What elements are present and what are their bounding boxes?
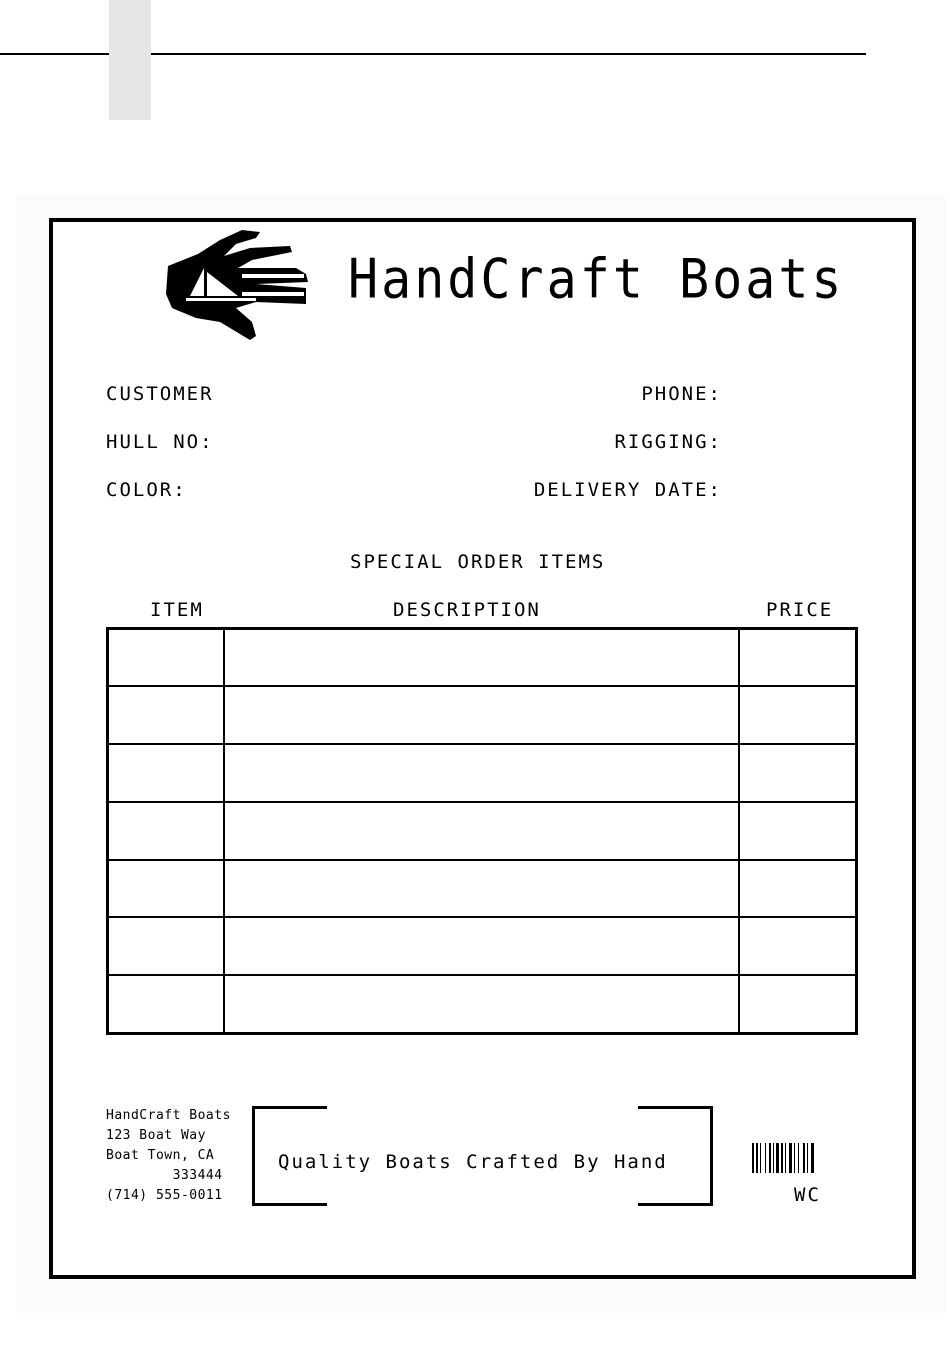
item-cell[interactable]: [108, 975, 225, 1033]
item-cell[interactable]: [108, 686, 225, 744]
color-label: COLOR:: [106, 479, 187, 501]
price-cell[interactable]: [739, 686, 857, 744]
rigging-label: RIGGING:: [614, 431, 722, 453]
address-line: 333444: [106, 1168, 223, 1183]
table-row: [108, 744, 857, 802]
description-cell[interactable]: [224, 629, 739, 687]
table-row: [108, 686, 857, 744]
price-cell[interactable]: [739, 629, 857, 687]
barcode-icon: [752, 1143, 864, 1173]
hand-with-sailboat-logo-icon: [160, 226, 310, 344]
table-row: [108, 860, 857, 918]
item-cell[interactable]: [108, 802, 225, 860]
column-header-item: ITEM: [150, 599, 204, 621]
item-cell[interactable]: [108, 744, 225, 802]
tagline: Quality Boats Crafted By Hand: [278, 1151, 668, 1173]
phone-label: PHONE:: [641, 383, 722, 405]
address-line: 123 Boat Way: [106, 1128, 206, 1143]
column-header-description: DESCRIPTION: [393, 599, 541, 621]
address-line: (714) 555-0011: [106, 1188, 223, 1203]
hull-no-label: HULL NO:: [106, 431, 214, 453]
customer-label: CUSTOMER: [106, 383, 214, 405]
barcode-text: WC: [794, 1184, 821, 1206]
price-cell[interactable]: [739, 802, 857, 860]
table-row: [108, 975, 857, 1033]
special-order-items-title: SPECIAL ORDER ITEMS: [350, 551, 606, 573]
description-cell[interactable]: [224, 802, 739, 860]
description-cell[interactable]: [224, 917, 739, 975]
price-cell[interactable]: [739, 975, 857, 1033]
special-order-items-table: [106, 627, 858, 1035]
table-row: [108, 917, 857, 975]
table-row: [108, 802, 857, 860]
price-cell[interactable]: [739, 917, 857, 975]
description-cell[interactable]: [224, 860, 739, 918]
description-cell[interactable]: [224, 744, 739, 802]
company-address-block: [106, 1106, 231, 1206]
page-tab-marker: [109, 0, 151, 120]
address-line: HandCraft Boats: [106, 1108, 231, 1123]
description-cell[interactable]: [224, 686, 739, 744]
item-cell[interactable]: [108, 629, 225, 687]
company-title: HandCraft Boats: [348, 247, 845, 311]
delivery-date-label: DELIVERY DATE:: [533, 479, 722, 501]
address-line: Boat Town, CA: [106, 1148, 215, 1163]
item-cell[interactable]: [108, 860, 225, 918]
table-row: [108, 629, 857, 687]
item-cell[interactable]: [108, 917, 225, 975]
column-header-price: PRICE: [766, 599, 834, 621]
price-cell[interactable]: [739, 744, 857, 802]
price-cell[interactable]: [739, 860, 857, 918]
description-cell[interactable]: [224, 975, 739, 1033]
